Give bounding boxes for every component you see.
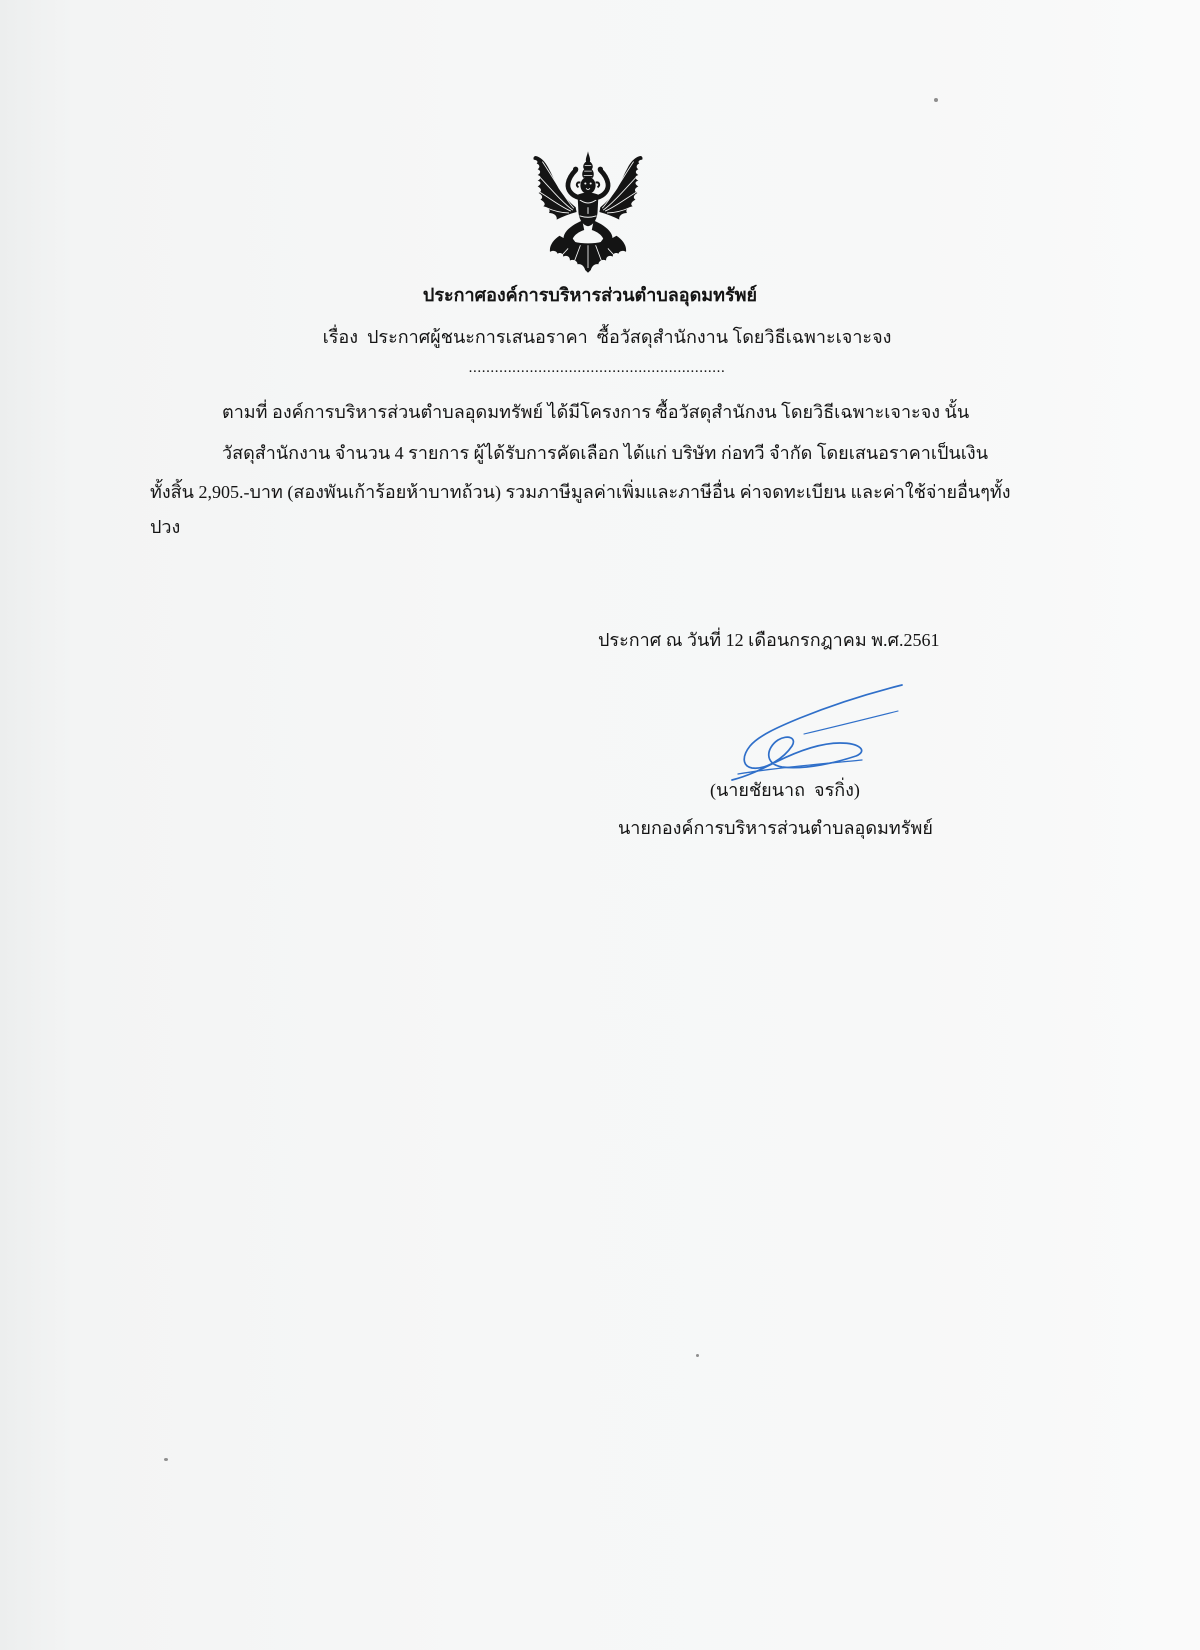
scan-speck — [934, 98, 938, 102]
body-line: ปวง — [150, 517, 181, 537]
signature-stroke — [804, 711, 898, 734]
signatory-position: นายกองค์การบริหารส่วนตำบลอุดมทรัพย์ — [618, 818, 933, 838]
handwritten-signature — [720, 678, 912, 790]
body-line: ทั้งสิ้น 2,905.-บาท (สองพันเก้าร้อยห้าบาทถ้วน) รวมภาษีมูลค่าเพิ่มและภาษีอื่น ค่าจดทะเบียน และค่าใช้จ่ายอื่นๆทั้ง — [150, 482, 1011, 502]
garuda-emblem — [531, 150, 645, 274]
body-line: วัสดุสำนักงาน จำนวน 4 รายการ ผู้ได้รับการคัดเลือก ได้แก่ บริษัท ก่อทวี จำกัด โดยเสนอราคาเป็นเงิน — [222, 443, 989, 463]
garuda-tail-feathers — [550, 236, 626, 273]
garuda-head — [577, 177, 599, 194]
signatory-name: (นายชัยนาถ จรกิ่ง) — [710, 780, 860, 800]
subject-line: เรื่อง ประกาศผู้ชนะการเสนอราคา ซื้อวัสดุสำนักงาน โดยวิธีเฉพาะเจาะจง — [322, 327, 892, 347]
garuda-crown — [582, 151, 594, 178]
separator-dots: ........................................................... — [468, 360, 726, 376]
scan-speck — [164, 1458, 168, 1461]
announcement-date: ประกาศ ณ วันที่ 12 เดือนกรกฎาคม พ.ศ.2561 — [598, 630, 940, 650]
body-line: ตามที่ องค์การบริหารส่วนตำบลอุดมทรัพย์ ได้มีโครงการ ซื้อวัสดุสำนักงน โดยวิธีเฉพาะเจาะจง นั้น — [222, 402, 970, 422]
announcement-title: ประกาศองค์การบริหารส่วนตำบลอุดมทรัพย์ — [422, 285, 758, 305]
signature-stroke — [732, 685, 902, 780]
scan-speck — [696, 1354, 699, 1357]
